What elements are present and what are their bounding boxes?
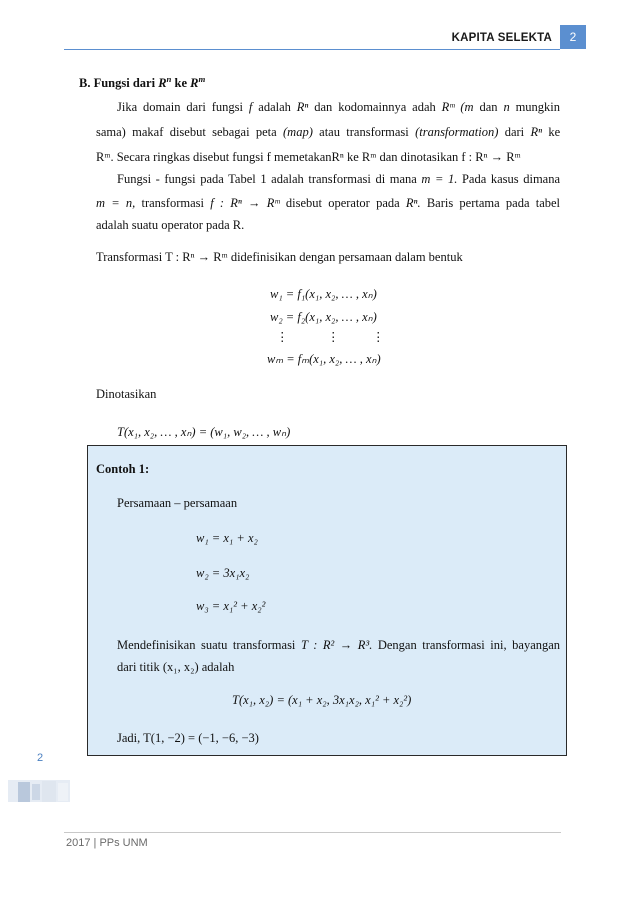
word: transformasi — [308, 172, 371, 186]
header-rule — [64, 49, 560, 50]
footer-text: 2017 | PPs UNM — [66, 837, 148, 849]
example-intro: Persamaan – persamaan — [117, 496, 238, 510]
example-result: T(x₁, x₂) = (x₁ + x₂, 3x₁x₂, x₁² + x₂²) — [232, 693, 412, 707]
system-vdots-1: ⋮ — [276, 330, 289, 344]
word: Mendefinisikan — [117, 638, 196, 652]
word: dan — [479, 100, 498, 114]
example-title: Contoh 1: — [96, 462, 150, 476]
word: transformasi — [141, 196, 204, 210]
word: Rⁿ. — [405, 196, 421, 210]
word: Rᵐ — [441, 100, 455, 114]
example-conclusion: Jadi, T(1, −2) = (−1, −6, −3) — [117, 731, 259, 745]
word: Rⁿ — [530, 125, 543, 139]
word: Pada — [461, 172, 487, 186]
system-eq-1: w₁ = f₁(x₁, x₂, … , xₙ) — [270, 287, 377, 301]
word: fungsi — [164, 172, 196, 186]
system-eq-2: w₂ = f₂(x₁, x₂, … , xₙ) — [270, 310, 377, 324]
word: Tabel — [228, 172, 256, 186]
para2-line3: adalah suatu operator pada R. — [96, 218, 245, 232]
word: tabel — [535, 196, 561, 210]
word: dimana — [523, 172, 561, 186]
word: domain — [143, 100, 181, 114]
para2-line1 — [117, 172, 560, 187]
word: kodomainnya — [338, 100, 407, 114]
para1-line1 — [117, 100, 560, 115]
example-box — [87, 445, 567, 756]
word: pertama — [459, 196, 500, 210]
word: (transformation) — [415, 125, 499, 139]
system-eq-m: wₘ = fₘ(x₁, x₂, … , xₙ) — [267, 352, 381, 366]
margin-decoration-graphic — [8, 778, 70, 804]
word: di — [375, 172, 386, 186]
word: n — [503, 100, 510, 114]
word: Rⁿ — [296, 100, 309, 114]
word: suatu — [201, 638, 228, 652]
example-text-line2: dari titik (x₁, x₂) adalah — [117, 660, 235, 674]
footer-rule — [64, 832, 561, 833]
word: T : R² → R³. — [300, 638, 373, 652]
word: makaf — [132, 125, 164, 139]
word: m = n, — [96, 196, 136, 210]
word: pada — [200, 172, 224, 186]
word: disebut — [169, 125, 206, 139]
word: peta — [255, 125, 277, 139]
word: m = 1. — [421, 172, 458, 186]
word: Jika — [117, 100, 138, 114]
word: sama) — [96, 125, 126, 139]
example-eq-3: w₃ = x₁² + x₂² — [196, 599, 266, 613]
word: atau — [319, 125, 340, 139]
word: Dengan — [377, 638, 417, 652]
word: operator — [328, 196, 370, 210]
word: disebut — [285, 196, 322, 210]
word: pada — [505, 196, 530, 210]
word: transformasi — [232, 638, 296, 652]
word: mana — [389, 172, 417, 186]
para1-line3: Rᵐ. Secara ringkas disebut fungsi f memetakanRⁿ ke Rᵐ dan dinotasikan f : Rⁿ → Rᵐ — [96, 150, 521, 164]
word: Baris — [426, 196, 454, 210]
word: pada — [376, 196, 400, 210]
word: 1 — [260, 172, 267, 186]
word: transformasi — [422, 638, 485, 652]
word: fungsi — [211, 100, 243, 114]
margin-page-number: 2 — [37, 752, 44, 764]
word: bayangan — [512, 638, 561, 652]
header-page-number: 2 — [560, 25, 586, 49]
word: ini, — [490, 638, 507, 652]
word: mungkin — [515, 100, 561, 114]
word: sebagai — [212, 125, 250, 139]
section-heading-r2: R — [190, 76, 199, 90]
word: ke — [548, 125, 561, 139]
notation-label: Dinotasikan — [96, 387, 157, 401]
word: kasus — [490, 172, 519, 186]
word: Fungsi — [117, 172, 152, 186]
word: dari — [186, 100, 206, 114]
para1-line2 — [96, 125, 560, 140]
system-vdots-3: ⋮ — [372, 330, 385, 344]
section-heading-m: m — [198, 73, 206, 84]
example-eq-2: w₂ = 3x₁x₂ — [196, 566, 250, 580]
word: transformasi — [346, 125, 409, 139]
section-heading-r1: R — [158, 76, 167, 90]
word: adalah — [271, 172, 304, 186]
running-header-title: KAPITA SELEKTA — [451, 32, 552, 44]
section-heading-ke: ke — [171, 76, 191, 90]
example-text-line1 — [117, 638, 560, 653]
word: f : Rⁿ → Rᵐ — [210, 196, 280, 210]
system-vdots-2: ⋮ — [327, 330, 340, 344]
word: dan — [314, 100, 333, 114]
word: f — [248, 100, 253, 114]
word: adah — [412, 100, 436, 114]
word: - — [155, 172, 160, 186]
section-heading-n: n — [166, 73, 172, 84]
section-heading — [79, 73, 206, 91]
section-heading-prefix: B. Fungsi dari — [79, 76, 159, 90]
para2-line2 — [96, 196, 560, 211]
word: (m — [460, 100, 474, 114]
transform-intro: Transformasi T : Rⁿ → Rᵐ didefinisikan dengan persamaan dalam bentuk — [96, 250, 463, 264]
notation-formula: T(x₁, x₂, … , xₙ) = (w₁, w₂, … , wₙ) — [117, 425, 291, 439]
word: adalah — [258, 100, 291, 114]
word: dari — [504, 125, 525, 139]
word: (map) — [283, 125, 313, 139]
example-eq-1: w₁ = x₁ + x₂ — [196, 531, 258, 545]
